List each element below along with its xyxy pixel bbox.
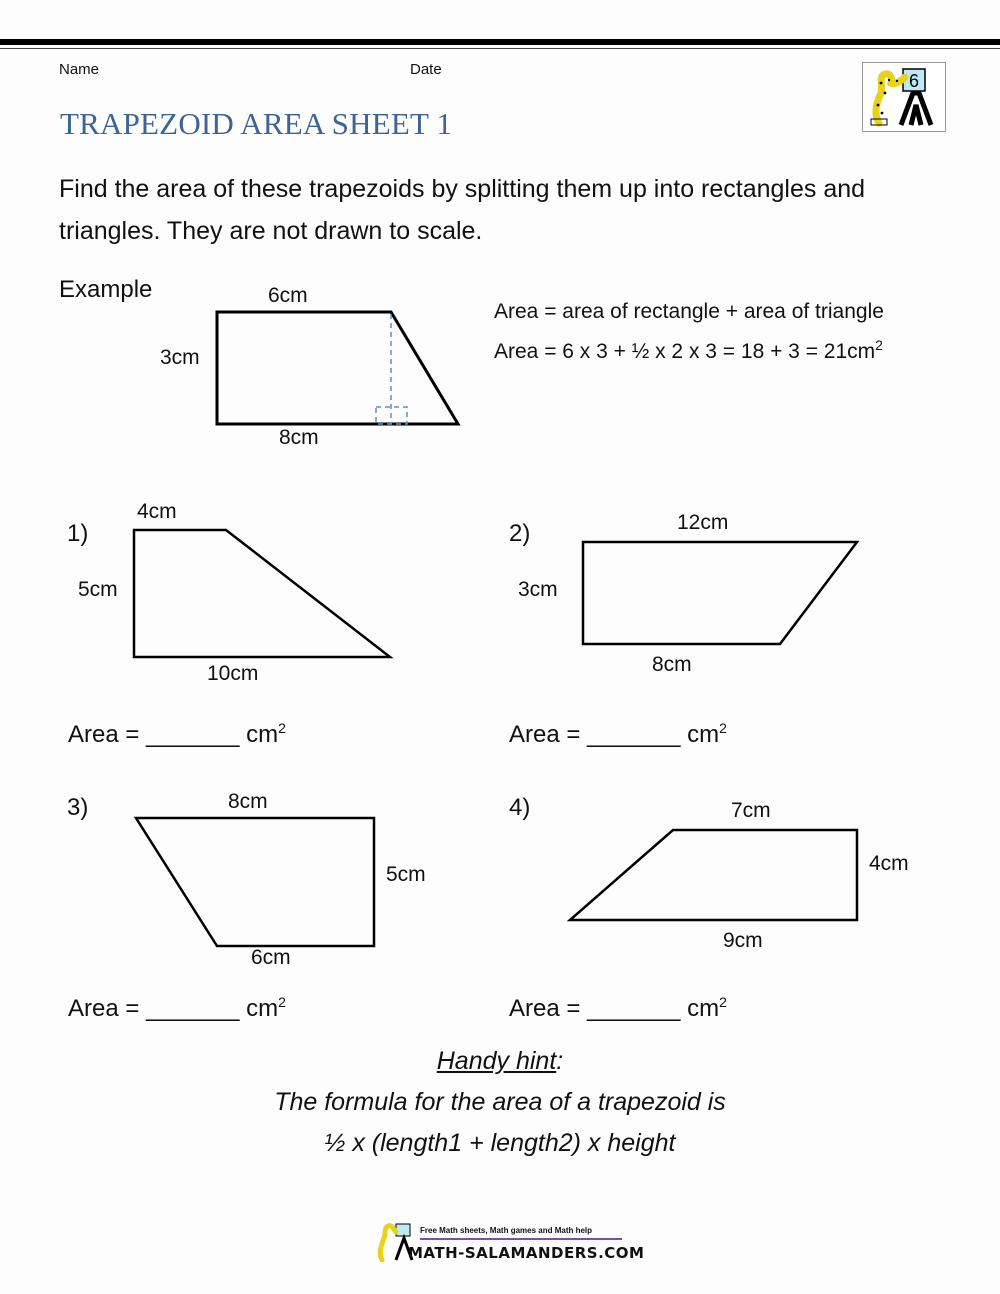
name-label: Name — [59, 61, 100, 78]
question-2-bottom-label: 8cm — [652, 653, 692, 676]
question-3-answer[interactable]: Area = _______ $cm^2$ — [68, 994, 286, 1022]
question-3-top-label: 8cm — [228, 790, 268, 813]
example-formula-line1: Area = area of rectangle + area of triangle — [494, 300, 884, 323]
footer-brand: MATH-SALAMANDERS.COM — [408, 1244, 645, 1262]
page-title: TRAPEZOID AREA SHEET 1 — [60, 106, 453, 141]
question-1-bottom-label: 10cm — [207, 662, 259, 685]
footer-divider — [420, 1238, 622, 1240]
trapezoid-3 — [136, 818, 374, 946]
example-top-label: 6cm — [268, 284, 308, 307]
question-1-side-label: 5cm — [78, 578, 118, 601]
question-4-bottom-label: 9cm — [723, 929, 763, 952]
example-trapezoid — [217, 312, 458, 424]
hint-title: Handy hint: — [436, 1047, 564, 1075]
question-1-number: 1) — [67, 520, 89, 547]
question-1-answer[interactable]: Area = _______ $cm^2$ — [68, 720, 286, 748]
example-side-label: 3cm — [160, 346, 200, 369]
question-2-side-label: 3cm — [518, 578, 558, 601]
example-label: Example — [59, 276, 153, 303]
question-2-top-label: 12cm — [677, 511, 729, 534]
question-2-answer[interactable]: Area = _______ $cm^2$ — [509, 720, 727, 748]
trapezoid-1 — [134, 530, 390, 657]
example-bottom-label: 8cm — [279, 426, 319, 449]
question-4-number: 4) — [509, 794, 531, 821]
hint-line-2: ½ x (length1 + length2) x height — [324, 1129, 676, 1157]
trapezoid-2 — [583, 542, 857, 644]
question-3-side-label: 5cm — [386, 863, 426, 886]
question-4-top-label: 7cm — [731, 799, 771, 822]
example-formula-line2: Area = 6 x 3 + ½ x 2 x $3 = 18 + 3 = 21cm^2$ — [494, 337, 883, 363]
question-4-side-label: 4cm — [869, 852, 909, 875]
question-3-number: 3) — [67, 794, 89, 821]
question-4-answer[interactable]: Area = _______ $cm^2$ — [509, 994, 727, 1022]
instructions-text: Find the area of these trapezoids by splitting them up into rectangles and triangles. They are not drawn to scale. — [59, 175, 866, 245]
hint-line-1: The formula for the area of a trapezoid is — [274, 1088, 726, 1116]
svg-text:6: 6 — [908, 71, 920, 91]
question-2-number: 2) — [509, 520, 531, 547]
question-1-top-label: 4cm — [137, 500, 177, 523]
trapezoid-4 — [570, 830, 857, 920]
date-label: Date — [410, 61, 442, 78]
question-3-bottom-label: 6cm — [251, 946, 291, 969]
footer-tagline: Free Math sheets, Math games and Math help — [420, 1226, 593, 1235]
